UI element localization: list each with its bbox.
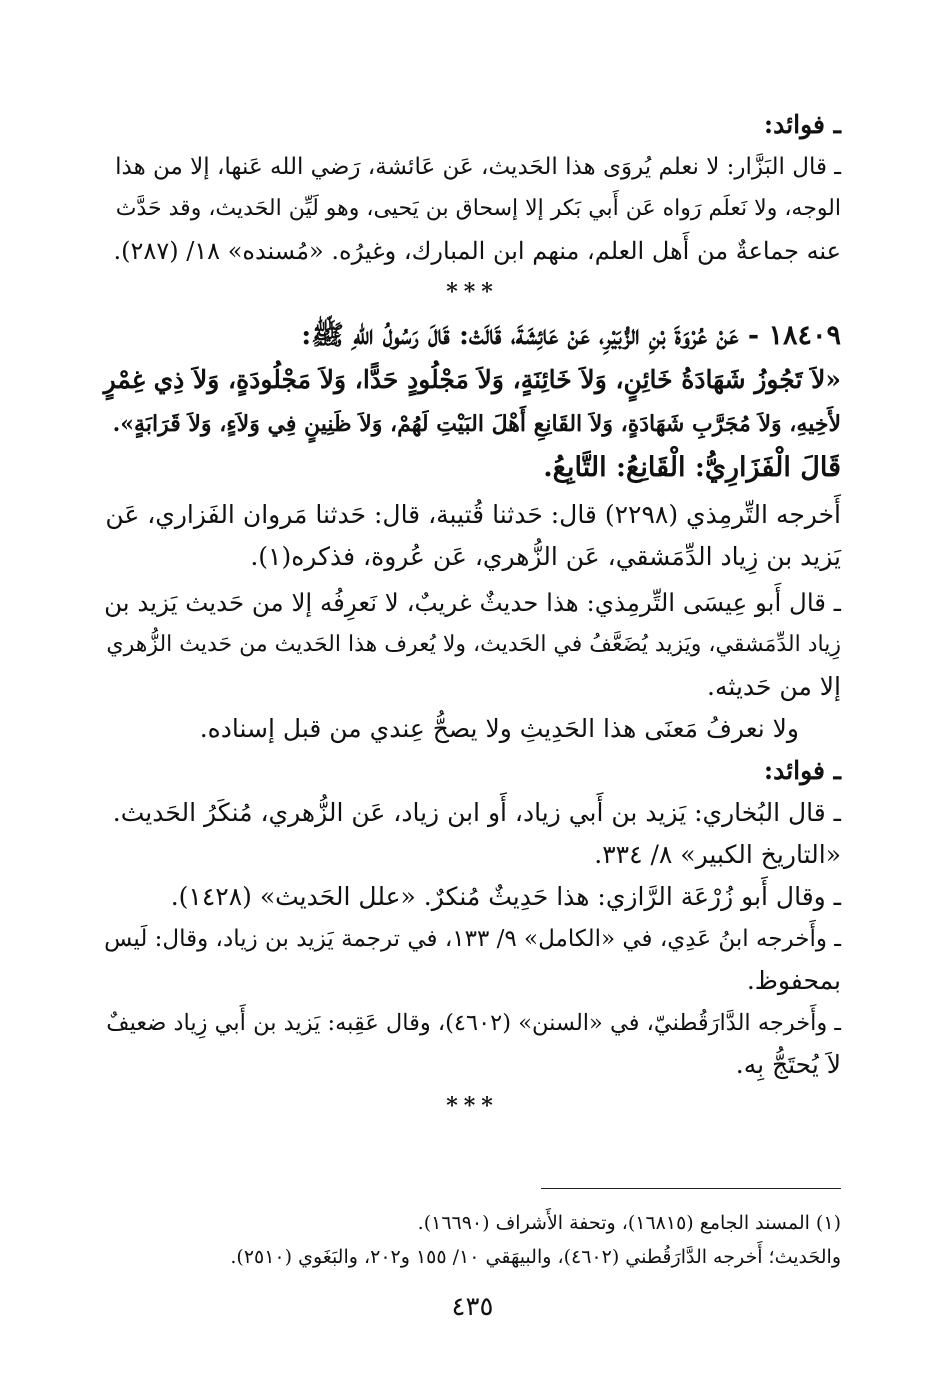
text-line: يَزيد بن زِياد الدِّمَشقي، عَن الزُّهري، عَن عُروة، فذكره(١).	[250, 542, 841, 571]
tirmidhi-comment	[104, 582, 841, 750]
bazzar-comment	[104, 146, 841, 272]
text-line: إلا من حَديثه.	[707, 672, 841, 701]
text-line: ـ وأَخرجه ابنُ عَدِي، في «الكامل» ٩/ ١٣٣، في ترجمة يَزيد بن زياد، وقال: لَيس	[104, 926, 841, 952]
text-line: ـ وأَخرجه الدَّارَقُطنيّ، في «السنن» (٤٦٠٢)، وقال عَقِبه: يَزيد بن أَبي زِياد ضعيفٌ	[106, 1010, 841, 1036]
hadith-text	[104, 314, 841, 490]
footnote-line: (١) المسند الجامع (١٦٨١٥)، وتحفة الأَشراف (١٦٦٩٠).	[417, 1212, 841, 1234]
bukhari-comment	[104, 792, 841, 876]
section-separator: ***	[446, 279, 499, 305]
text-line: الوجه، ولا نَعلَم رَواه عَن أَبي بَكر إلا إسحاق بن يَحيى، وهو لَيِّن الحَديث، وقد حَدَّث	[115, 196, 841, 221]
text-line: زِياد الدِّمَشقي، ويَزيد يُضَعَّفُ في الحَديث، ولا يُعرف هذا الحَديث من حَديث الزُّهري	[106, 632, 841, 657]
text-line: بمحفوظ.	[746, 966, 841, 995]
text-line: «التاريخ الكبير» ٨/ ٣٣٤.	[594, 840, 841, 869]
footnote-divider	[541, 1188, 841, 1189]
text-line: ـ قال البَزَّار: لا نعلم يُروَى هذا الحَديث، عَن عَائشة، رَضي الله عَنها، إلا من هذا	[115, 154, 841, 180]
text-line: ولا نعرفُ مَعنَى هذا الحَدِيثِ ولا يصحُّ عِندي من قبل إسناده.	[199, 714, 799, 743]
hadith-line: لأَخِيهِ، وَلاَ مُجَرَّبِ شَهَادَةٍ، وَلاَ القَانِعِ أَهْلَ البَيْتِ لَهُمْ، وَلاَ ظَنِينٍ فِي وَلاَءٍ، وَلاَ قَرَابَةٍ».	[112, 411, 841, 437]
hadith-line: «لاَ تَجُوزُ شَهَادَةُ خَائِنٍ، وَلاَ خَائِنَةٍ، وَلاَ مَجْلُودٍ حَدًّا، وَلاَ مَجْلُودَةٍ، وَلاَ ذِي غِمْرٍ	[103, 365, 841, 394]
benefits-heading: ـ فوائد:	[763, 756, 841, 785]
text-line: ـ وقال أَبو زُرْعَة الرَّازي: هذا حَدِيثٌ مُنكرٌ. «علل الحَديث» (١٤٢٨).	[170, 882, 841, 911]
footnote-line: والحَديث؛ أَخرجه الدَّارَقُطني (٤٦٠٢)، والبيهَقي ١٠/ ١٥٥ و٢٠٢، والبَغَوي (٢٥١٠).	[230, 1246, 841, 1268]
benefits-heading: ـ فوائد:	[763, 110, 841, 139]
hadith-line: ١٨٤٠٩ - عَنْ عُرْوَةَ بْنِ الزُّبَيْرِ، عَنْ عَائِشَةَ، قَالَتْ: قَالَ رَسُولُ اللهِ ﷺ:	[301, 320, 841, 351]
text-line: عنه جماعةٌ من أَهل العلم، منهم ابن المبارك، وغيرُه. «مُسنده» ١٨/ (٢٨٧).	[113, 237, 841, 265]
hadith-line: قَالَ الْفَزَارِيُّ: الْقَانِعُ: التَّابِعُ.	[543, 452, 841, 483]
text-line: ـ قال أَبو عِيسَى التِّرمِذي: هذا حديثٌ غريبٌ، لا نَعرِفُه إلا من حَديث يَزيد بن	[104, 588, 841, 617]
ibn-adi-comment	[104, 918, 841, 1002]
section-separator: ***	[446, 1093, 499, 1119]
page-number: ٤٣٥	[451, 1292, 494, 1322]
footnotes	[104, 1206, 841, 1274]
text-line: ـ قال البُخاري: يَزيد بن أَبي زياد، أَو ابن زياد، عَن الزُّهري، مُنكَرُ الحَديث.	[112, 798, 841, 827]
daraqutni-comment	[104, 1002, 841, 1086]
text-line: لاَ يُحتَجُّ بِه.	[735, 1050, 841, 1079]
takhrij-paragraph	[104, 494, 841, 578]
text-line: أَخرجه التِّرمِذي (٢٢٩٨) قال: حَدثنا قُتيبة، قال: حَدثنا مَروان الفَزاري، عَن	[105, 500, 841, 529]
abu-zura-comment	[104, 876, 841, 918]
